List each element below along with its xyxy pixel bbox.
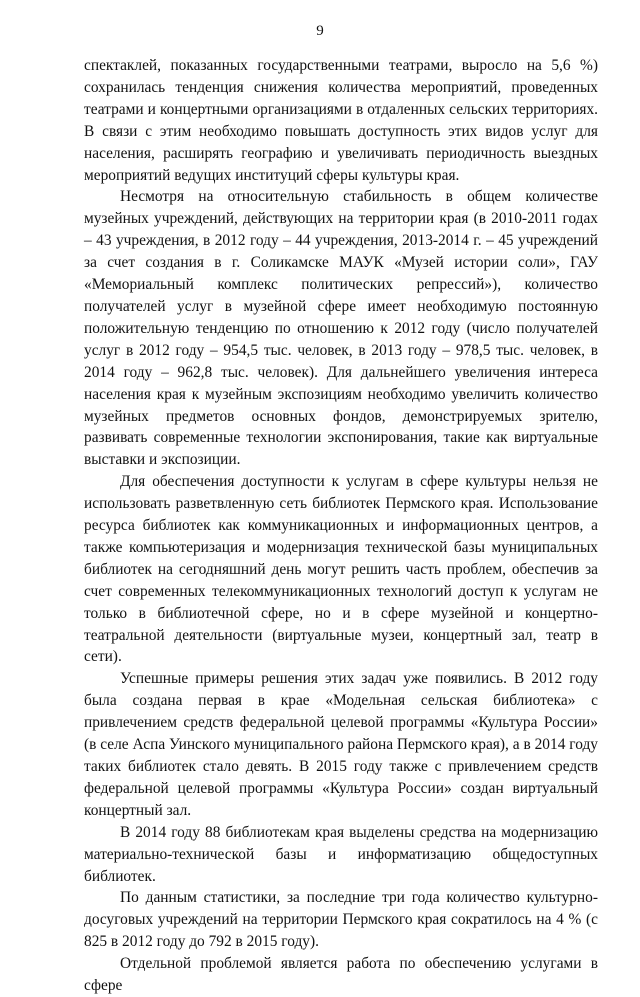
paragraph-libraries-access: Для обеспечения доступности к услугам в сфере культуры нельзя не использовать разветвленную сеть библиотек Пермского края. Использование ресурса библиотек как коммуникационных и информационных центров, а также компьютеризация и модернизация технической базы муниципальных библиотек на сегодняшний день могут решить часть проблем, обеспечив за счет современных телекоммуникационных технологий доступ к услугам не только в библиотечной сфере, но и в сфере музейной и концертно-театральной деятельности (виртуальные музеи, концертный зал, театр в сети). xyxy=(84,473,598,666)
paragraph-continuation: спектаклей, показанных государственными театрами, выросло на 5,6 %) сохранилась тенденция снижения количества мероприятий, проведенных театрами и концертными организациями в отдаленных сельских территориях. В связи с этим необходимо повышать доступность этих видов услуг для населения, расширять географию и увеличивать периодичность выездных мероприятий ведущих институций сферы культуры края. xyxy=(84,57,598,184)
paragraph-separate-problem: Отдельной проблемой является работа по обеспечению услугами в сфере xyxy=(84,955,598,995)
paragraph-statistics: По данным статистики, за последние три года количество культурно-досуговых учреждений на территории Пермского края сократилось на 4 % (с 825 в 2012 году до 792 в 2015 году). xyxy=(84,889,598,951)
page-number: 9 xyxy=(316,23,324,39)
body-text xyxy=(84,55,598,997)
paragraph-model-library: Успешные примеры решения этих задач уже появились. В 2012 году была создана первая в крае «Модельная сельская библиотека» с привлечением средств федеральной целевой программы «Культура России» (в селе Аспа Уинского муниципального района Пермского края), а в 2014 году таких библиотек стало девять. В 2015 году также с привлечением средств федеральной целевой программы «Культура России» создан виртуальный концертный зал. xyxy=(84,670,598,819)
paragraph-museums: Несмотря на относительную стабильность в общем количестве музейных учреждений, действующих на территории края (в 2010-2011 годах – 43 учреждения, в 2012 году – 44 учреждения, 2013-2014 г. – 45 учреждений за счет создания в г. Соликамске МАУК «Музей истории соли», ГАУ «Мемориальный комплекс политических репрессий»), количество получателей услуг в музейной сфере имеет необходимую постоянную положительную тенденцию по отношению к 2012 году (число получателей услуг в 2012 году – 954,5 тыс. человек, в 2013 году – 978,5 тыс. человек, в 2014 году – 962,8 тыс. человек). Для дальнейшего увеличения интереса населения края к музейным экспозициям необходимо увеличить количество музейных предметов основных фондов, демонстрируемых зрителю, развивать современные технологии экспонирования, такие как виртуальные выставки и экспозиции. xyxy=(84,188,598,469)
paragraph-modernization: В 2014 году 88 библиотекам края выделены средства на модернизацию материально-технической базы и информатизацию общедоступных библиотек. xyxy=(84,823,598,885)
